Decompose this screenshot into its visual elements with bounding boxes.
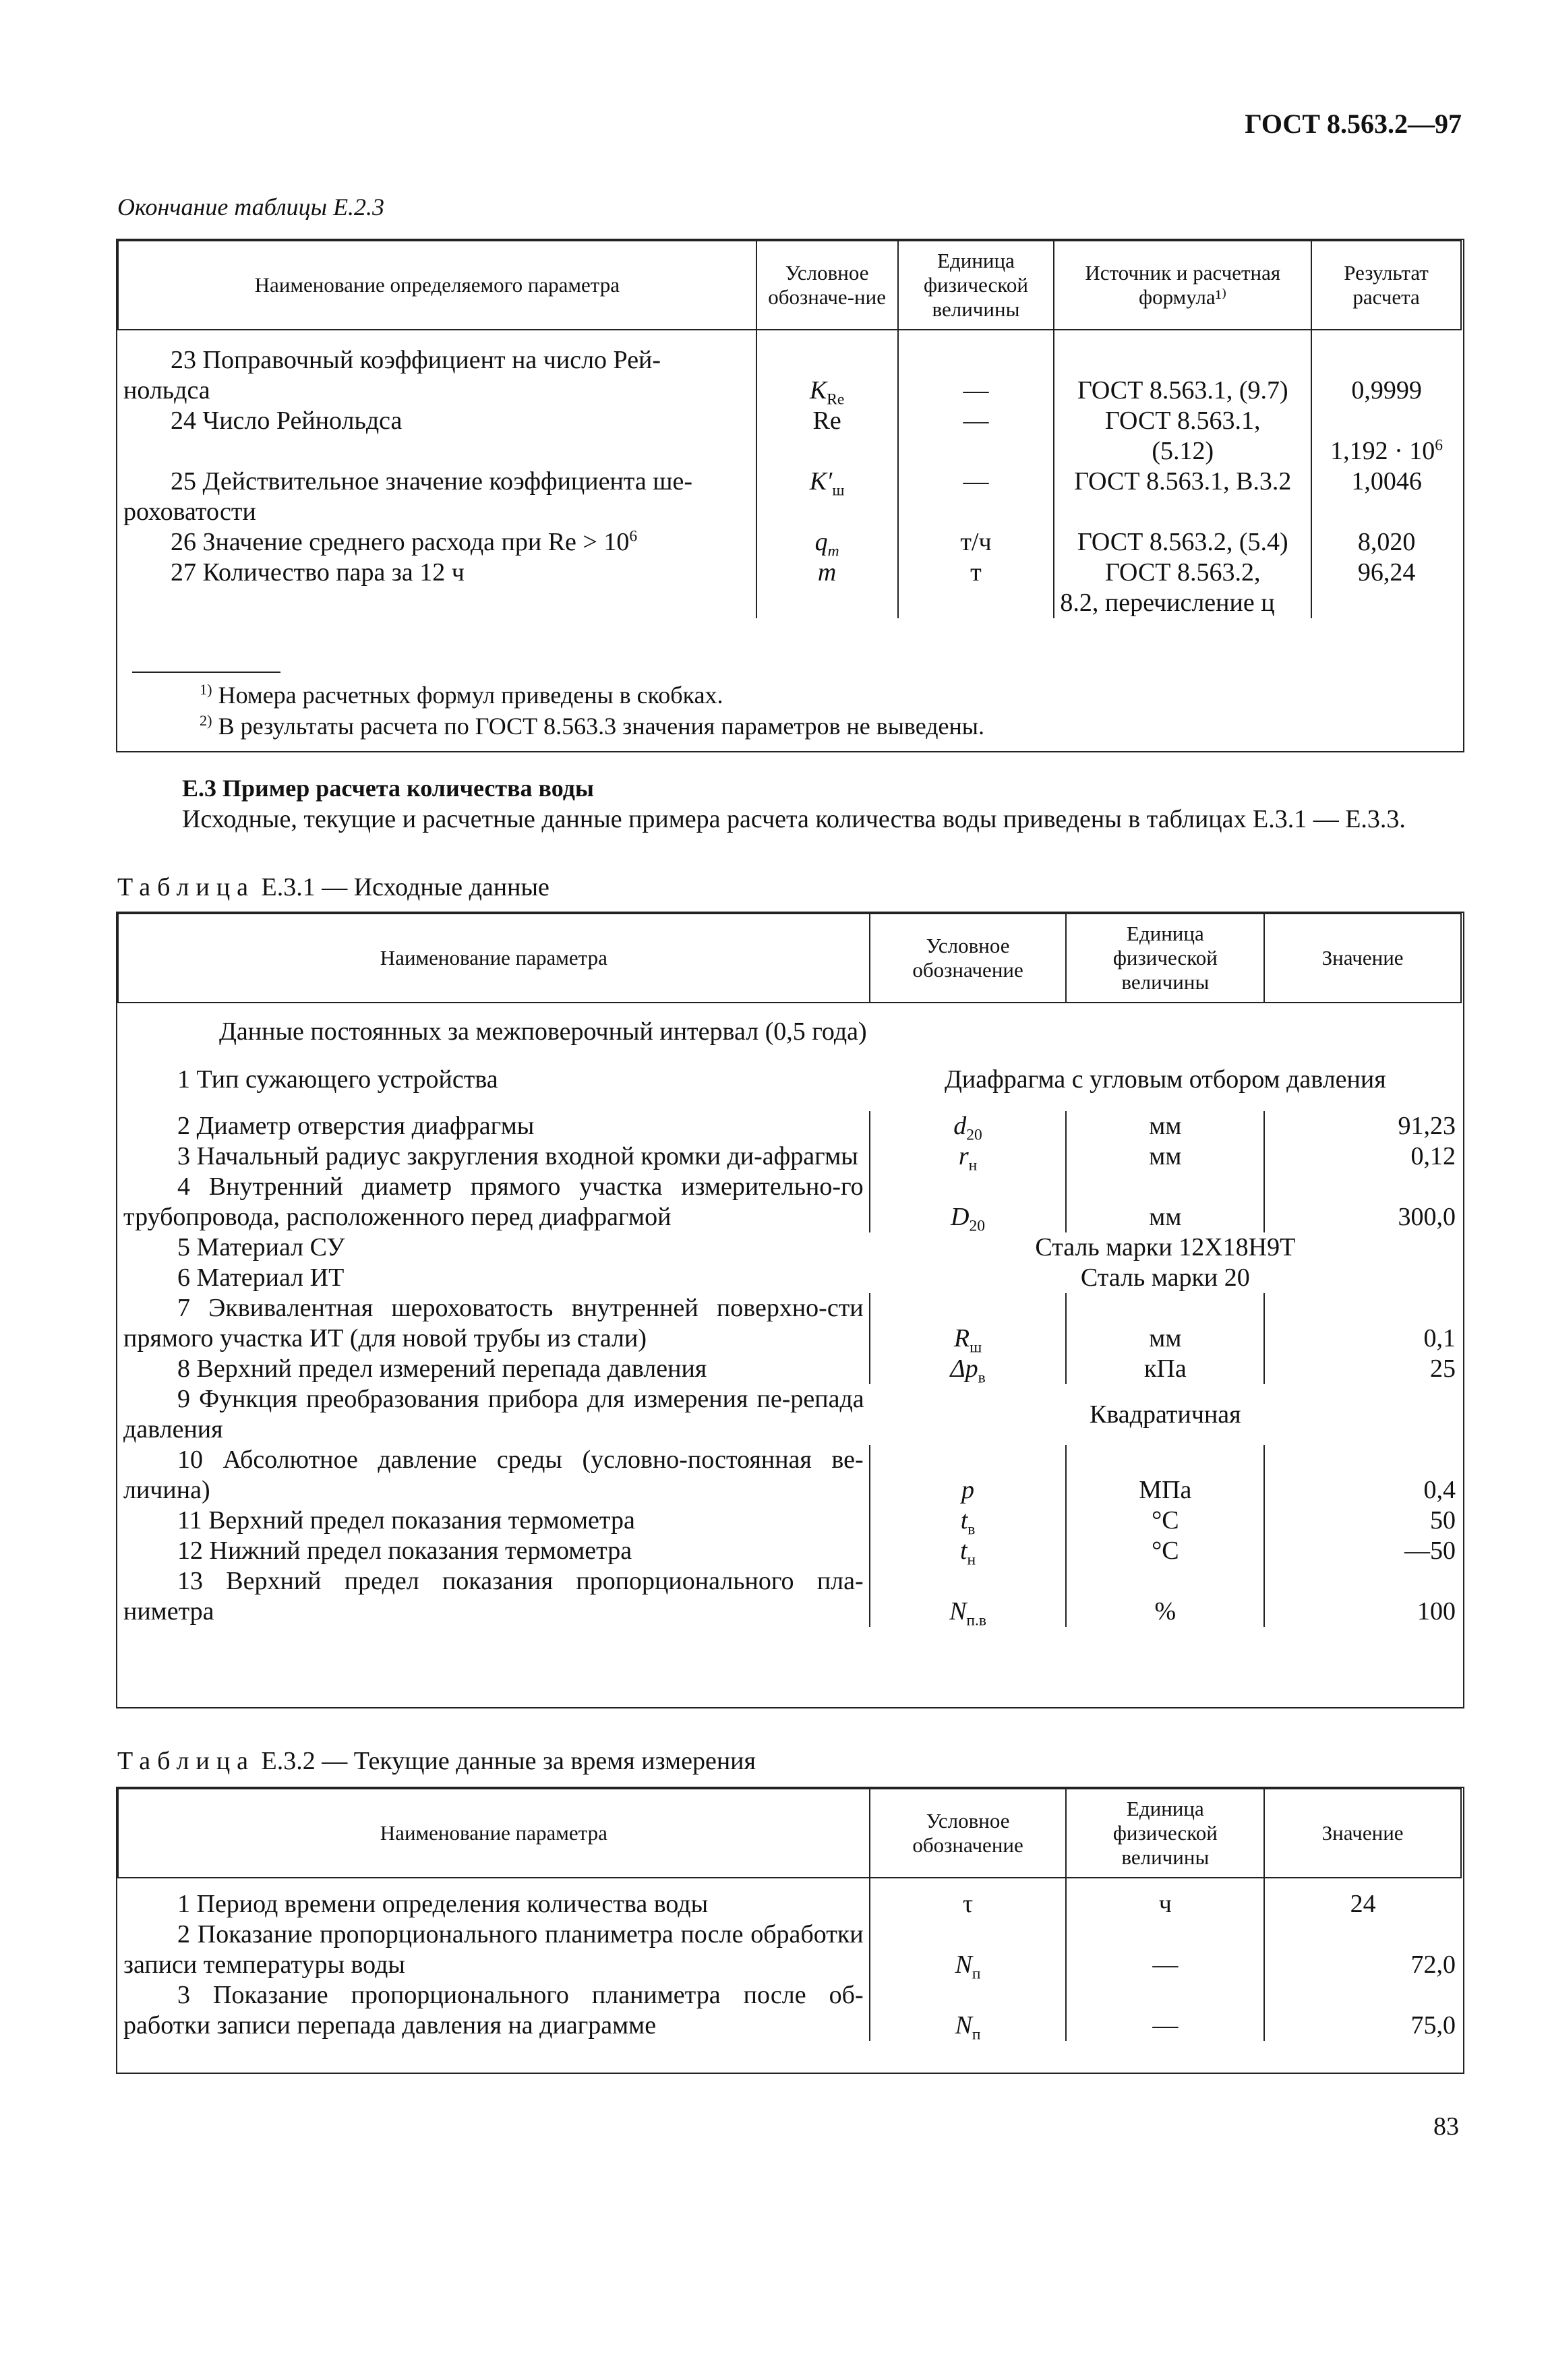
value-cell: 0,12 xyxy=(1264,1141,1461,1172)
table-row xyxy=(118,330,1461,406)
symbol-cell: $t_н$ xyxy=(870,1536,1067,1566)
symbol-cell: $\Delta p_в$ xyxy=(870,1354,1067,1384)
table-row xyxy=(118,527,1461,558)
table-row xyxy=(118,1566,1461,1627)
unit-cell: ч xyxy=(1066,1878,1264,1920)
table-e32-caption: Таблица Е.3.2 — Текущие данные за время измерения xyxy=(117,1747,756,1775)
source-cell: ГОСТ 8.563.2, 8.2, перечисление ц xyxy=(1054,558,1311,618)
param-name: 8 Верхний предел измерений перепада давления xyxy=(177,1355,707,1383)
param-name: 10 Абсолютное давление среды (условно-постоянная ве-личина) xyxy=(123,1446,864,1504)
merged-value: Диафрагма с угловым отбором давления xyxy=(944,1065,1386,1094)
page-header: ГОСТ 8.563.2—97 xyxy=(1245,109,1462,139)
column-header: Единица физической величины xyxy=(1066,1789,1264,1878)
column-header: Наименование параметра xyxy=(118,1789,870,1878)
unit-cell: °С xyxy=(1066,1506,1264,1536)
value-cell: —50 xyxy=(1264,1536,1461,1566)
symbol-cell: $R_ш$ xyxy=(870,1293,1067,1354)
value-cell: 50 xyxy=(1264,1506,1461,1536)
section-title: Е.3 Пример расчета количества воды xyxy=(182,775,595,802)
param-name: 23 Поправочный коэффициент на число Рей- xyxy=(171,346,661,374)
table-row xyxy=(118,467,1461,527)
table-row xyxy=(118,1232,1461,1263)
column-header: Значение xyxy=(1264,914,1461,1003)
param-name: 2 Диаметр отверстия диафрагмы xyxy=(177,1112,535,1140)
column-header: Источник и расчетная формула¹⁾ xyxy=(1054,241,1311,330)
value-cell: 75,0 xyxy=(1264,1980,1461,2041)
table-row xyxy=(118,1111,1461,1141)
column-header: Значение xyxy=(1264,1789,1461,1878)
table-row xyxy=(118,1293,1461,1354)
param-name: 27 Количество пара за 12 ч xyxy=(171,558,465,587)
table-row xyxy=(118,1920,1461,1980)
unit-cell: — xyxy=(1066,1980,1264,2041)
table-e23 xyxy=(117,240,1462,618)
param-name: 24 Число Рейнольдса xyxy=(171,407,403,435)
unit-cell: мм xyxy=(1066,1141,1264,1172)
group-row: Данные постоянных за межповерочный интервал (0,5 года) xyxy=(219,1017,867,1046)
footnote-1: $^{1)}$ Номера расчетных формул приведены в скобках. xyxy=(200,681,723,709)
param-name: 6 Материал ИТ xyxy=(177,1263,345,1292)
symbol-cell: τ xyxy=(870,1878,1067,1920)
source-cell: ГОСТ 8.563.1, В.3.2 xyxy=(1054,467,1311,527)
table-row xyxy=(118,558,1461,618)
table-row xyxy=(118,1141,1461,1172)
column-header: Условное обозначение xyxy=(870,1789,1067,1878)
symbol-cell: $N_{п.в}$ xyxy=(870,1566,1067,1627)
result-cell: 0,9999 xyxy=(1311,330,1461,406)
column-header: Единица физической величины xyxy=(1066,914,1264,1003)
table-row xyxy=(118,1445,1461,1506)
column-header: Наименование параметра xyxy=(118,914,870,1003)
result-cell: 1,0046 xyxy=(1311,467,1461,527)
table-e32 xyxy=(117,1788,1462,2044)
param-name: 4 Внутренний диаметр прямого участка измерительно-го трубопровода, расположенного перед диафрагмой xyxy=(123,1172,864,1231)
unit-cell: т xyxy=(898,558,1054,618)
merged-value: Сталь марки 20 xyxy=(1080,1263,1250,1292)
param-name: 2 Показание пропорционального планиметра после обработки записи температуры воды xyxy=(123,1920,864,1979)
symbol-cell: $d_{20}$ xyxy=(870,1111,1067,1141)
param-name: 1 Период времени определения количества воды xyxy=(177,1890,709,1918)
unit-cell: — xyxy=(1066,1920,1264,1980)
result-cell: 96,24 xyxy=(1311,558,1461,618)
footnote-separator xyxy=(132,672,280,673)
table-row xyxy=(118,1536,1461,1566)
column-header: Наименование определяемого параметра xyxy=(118,241,756,330)
unit-cell: МПа xyxy=(1066,1445,1264,1506)
value-cell: 100 xyxy=(1264,1566,1461,1627)
param-name: 3 Начальный радиус закругления входной кромки ди-афрагмы xyxy=(177,1142,858,1170)
result-cell: 8,020 xyxy=(1311,527,1461,558)
unit-cell: т/ч xyxy=(898,527,1054,558)
unit-cell: мм xyxy=(1066,1111,1264,1141)
column-header: Результат расчета xyxy=(1311,241,1461,330)
param-name: 25 Действительное значение коэффициента ше- xyxy=(171,467,693,496)
table-row xyxy=(118,1263,1461,1293)
merged-value: Квадратичная xyxy=(1090,1400,1241,1429)
symbol-cell: p xyxy=(870,1445,1067,1506)
source-cell: ГОСТ 8.563.1, (5.12) xyxy=(1054,406,1311,467)
symbol-cell: Re xyxy=(756,406,898,467)
param-name-cont: нольдса xyxy=(123,376,210,405)
column-header: Условное обозначение xyxy=(870,914,1067,1003)
unit-cell: кПа xyxy=(1066,1354,1264,1384)
unit-cell: °С xyxy=(1066,1536,1264,1566)
unit-cell: — xyxy=(898,330,1054,406)
param-name: 5 Материал СУ xyxy=(177,1233,345,1261)
table-row xyxy=(118,1354,1461,1384)
unit-cell: — xyxy=(898,406,1054,467)
value-cell: 91,23 xyxy=(1264,1111,1461,1141)
unit-cell: % xyxy=(1066,1566,1264,1627)
param-name: 3 Показание пропорционального планиметра после об-работки записи перепада давления на диаграмме xyxy=(123,1981,864,2040)
section-intro: Исходные, текущие и расчетные данные примера расчета количества воды приведены в таблицах Е.3.1 — Е.3.3. xyxy=(182,805,1406,833)
footnote-2: $^{2)}$ В результаты расчета по ГОСТ 8.563.3 значения параметров не выведены. xyxy=(200,712,984,740)
param-name: 26 Значение среднего расхода при $Re > 10^6$ xyxy=(171,527,638,556)
symbol-cell: m xyxy=(756,558,898,618)
table-row xyxy=(118,1878,1461,1920)
table-row xyxy=(118,1047,1461,1111)
page-number: 83 xyxy=(1433,2112,1459,2141)
table-row xyxy=(118,1506,1461,1536)
result-cell: $1,192 \cdot 10^6$ xyxy=(1311,406,1461,467)
symbol-cell: $N_п$ xyxy=(870,1980,1067,2041)
param-name: 12 Нижний предел показания термометра xyxy=(177,1537,632,1565)
param-name: 11 Верхний предел показания термометра xyxy=(177,1506,635,1535)
value-cell: 0,1 xyxy=(1264,1293,1461,1354)
unit-cell: мм xyxy=(1066,1293,1264,1354)
symbol-cell: $K_{Re}$ xyxy=(756,330,898,406)
symbol-cell: $K'_ш$ xyxy=(756,467,898,527)
table-row xyxy=(118,1172,1461,1232)
symbol-cell: $N_п$ xyxy=(870,1920,1067,1980)
value-cell: 25 xyxy=(1264,1354,1461,1384)
param-name-cont: роховатости xyxy=(123,498,256,526)
table-e31-caption: Таблица Е.3.1 — Исходные данные xyxy=(117,873,549,901)
symbol-cell: $D_{20}$ xyxy=(870,1172,1067,1232)
symbol-cell: $t_в$ xyxy=(870,1506,1067,1536)
value-cell: 0,4 xyxy=(1264,1445,1461,1506)
param-name: 13 Верхний предел показания пропорционального пла-ниметра xyxy=(123,1567,864,1626)
source-cell: ГОСТ 8.563.1, (9.7) xyxy=(1054,330,1311,406)
column-header: Условное обозначе-ние xyxy=(756,241,898,330)
unit-cell: — xyxy=(898,467,1054,527)
value-cell: 72,0 xyxy=(1264,1920,1461,1980)
source-cell: ГОСТ 8.563.2, (5.4) xyxy=(1054,527,1311,558)
param-name: 1 Тип сужающего устройства xyxy=(177,1065,498,1094)
table-row xyxy=(118,1980,1461,2041)
param-name: 7 Эквивалентная шероховатость внутренней поверхно-сти прямого участка ИТ (для новой трубы из стали) xyxy=(123,1294,864,1352)
unit-cell: мм xyxy=(1066,1172,1264,1232)
column-header: Единица физической величины xyxy=(898,241,1054,330)
param-name: 9 Функция преобразования прибора для измерения пе-репада давления xyxy=(123,1385,864,1444)
table-row xyxy=(118,1384,1461,1445)
merged-value: Сталь марки 12Х18Н9Т xyxy=(1035,1233,1296,1261)
value-cell: 300,0 xyxy=(1264,1172,1461,1232)
symbol-cell: $r_н$ xyxy=(870,1141,1067,1172)
table-row xyxy=(118,406,1461,467)
table-e31 xyxy=(117,913,1462,1630)
symbol-cell: $q_m$ xyxy=(756,527,898,558)
table-continuation-caption: Окончание таблицы Е.2.3 xyxy=(117,194,385,220)
value-cell: 24 xyxy=(1264,1878,1461,1920)
